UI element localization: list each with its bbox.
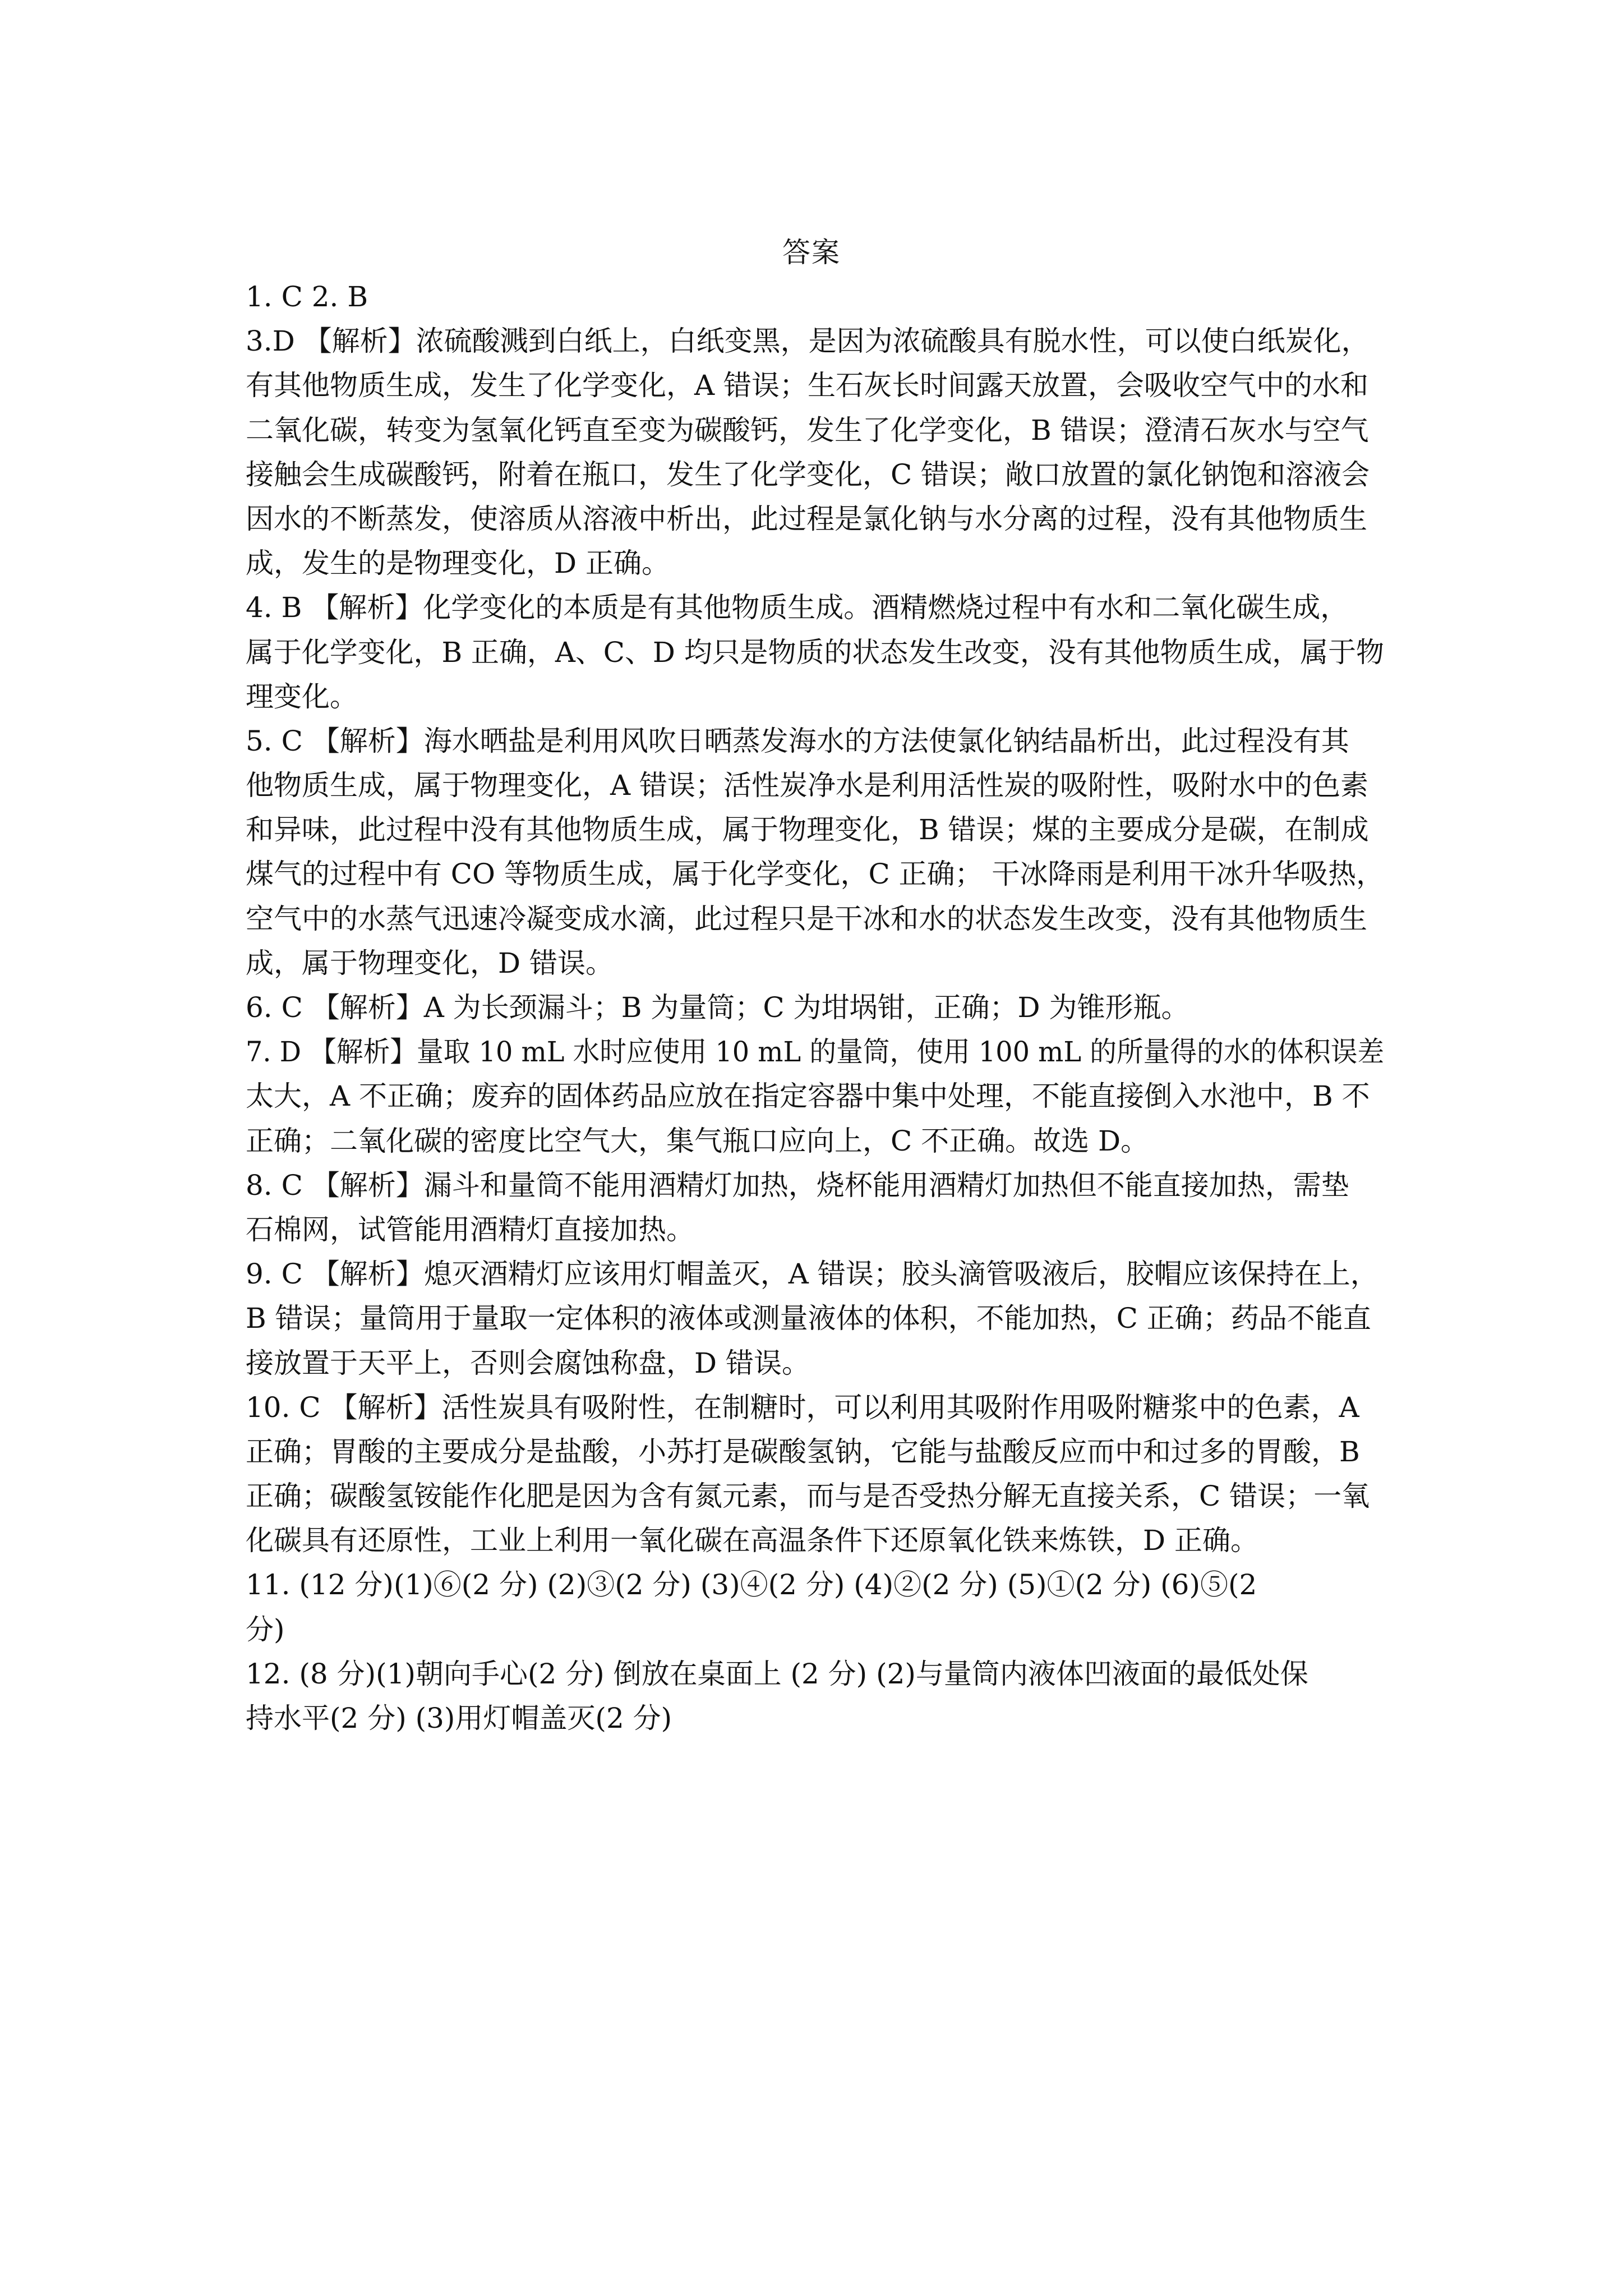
text-line: 因水的不断蒸发，使溶质从溶液中析出，此过程是氯化钠与水分离的过程，没有其他物质生 — [246, 502, 1367, 535]
text-line: 1. C 2. B — [246, 280, 368, 313]
text-line: 分) — [246, 1613, 285, 1646]
text-line: 煤气的过程中有 CO 等物质生成，属于化学变化，C 正确； 干冰降雨是利用干冰升华吸热， — [246, 858, 1385, 891]
text-line: 6. C 【解析】A 为长颈漏斗；B 为量筒；C 为坩埚钳，正确；D 为锥形瓶。 — [246, 991, 1189, 1024]
text-line: 太大，A 不正确；废弃的固体药品应放在指定容器中集中处理，不能直接倒入水池中，B 不 — [246, 1080, 1370, 1113]
text-line: 正确；碳酸氢铵能作化肥是因为含有氮元素，而与是否受热分解无直接关系，C 错误；一氧 — [246, 1480, 1370, 1513]
text-line: 7. D 【解析】量取 10 mL 水时应使用 10 mL 的量筒，使用 100 mL 的所量得的水的体积误差 — [246, 1036, 1385, 1069]
text-line: 12. (8 分)(1)朝向手心(2 分) 倒放在桌面上 (2 分) (2)与量筒内液体凹液面的最低处保 — [246, 1657, 1308, 1690]
text-line: 有其他物质生成，发生了化学变化，A 错误；生石灰长时间露天放置，会吸收空气中的水和 — [246, 369, 1369, 402]
text-line: 理变化。 — [246, 680, 358, 713]
text-line: 空气中的水蒸气迅速冷凝变成水滴，此过程只是干冰和水的状态发生改变，没有其他物质生 — [246, 902, 1367, 935]
text-line: 化碳具有还原性，工业上利用一氧化碳在高温条件下还原氧化铁来炼铁，D 正确。 — [246, 1524, 1258, 1557]
text-line: 正确；胃酸的主要成分是盐酸，小苏打是碳酸氢钠，它能与盐酸反应而中和过多的胃酸，B — [246, 1435, 1360, 1468]
text-line: 接放置于天平上，否则会腐蚀称盘，D 错误。 — [246, 1346, 810, 1379]
text-line: 持水平(2 分) (3)用灯帽盖灭(2 分) — [246, 1702, 672, 1734]
page-title: 答案 — [782, 236, 841, 269]
answer-body — [246, 275, 1384, 1741]
text-line: 成，发生的是物理变化，D 正确。 — [246, 547, 670, 580]
text-line: 成，属于物理变化，D 错误。 — [246, 946, 614, 979]
text-line: 二氧化碳，转变为氢氧化钙直至变为碳酸钙，发生了化学变化，B 错误；澄清石灰水与空气 — [246, 413, 1369, 447]
text-line: 4. B 【解析】化学变化的本质是有其他物质生成。酒精燃烧过程中有水和二氧化碳生成， — [246, 591, 1349, 624]
text-line: 石棉网，试管能用酒精灯直接加热。 — [246, 1213, 694, 1246]
text-line: 接触会生成碳酸钙，附着在瓶口，发生了化学变化，C 错误；敞口放置的氯化钠饱和溶液会 — [246, 458, 1370, 491]
text-line: 他物质生成，属于物理变化，A 错误；活性炭净水是利用活性炭的吸附性，吸附水中的色素 — [246, 769, 1369, 802]
text-line: 5. C 【解析】海水晒盐是利用风吹日晒蒸发海水的方法使氯化钠结晶析出，此过程没有其 — [246, 724, 1349, 757]
text-line: 3.D 【解析】浓硫酸溅到白纸上，白纸变黑，是因为浓硫酸具有脱水性，可以使白纸炭化， — [246, 325, 1370, 358]
text-line: 属于化学变化，B 正确，A、C、D 均只是物质的状态发生改变，没有其他物质生成，属于物 — [246, 636, 1384, 669]
text-line: 9. C 【解析】熄灭酒精灯应该用灯帽盖灭，A 错误；胶头滴管吸液后，胶帽应该保持在上， — [246, 1258, 1378, 1291]
text-line: B 错误；量筒用于量取一定体积的液体或测量液体的体积，不能加热，C 正确；药品不能直 — [246, 1302, 1371, 1335]
text-line: 正确；二氧化碳的密度比空气大，集气瓶口应向上，C 不正确。故选 D。 — [246, 1124, 1149, 1157]
text-line: 11. (12 分)(1)⑥(2 分) (2)③(2 分) (3)④(2 分) (4)②(2 分) (5)①(2 分) (6)⑤(2 — [246, 1568, 1257, 1602]
text-line: 10. C 【解析】活性炭具有吸附性，在制糖时，可以利用其吸附作用吸附糖浆中的色素，A — [246, 1391, 1359, 1424]
text-line: 8. C 【解析】漏斗和量筒不能用酒精灯加热，烧杯能用酒精灯加热但不能直接加热，需垫 — [246, 1168, 1349, 1202]
text-line: 和异味，此过程中没有其他物质生成，属于物理变化，B 错误；煤的主要成分是碳，在制成 — [246, 813, 1369, 846]
